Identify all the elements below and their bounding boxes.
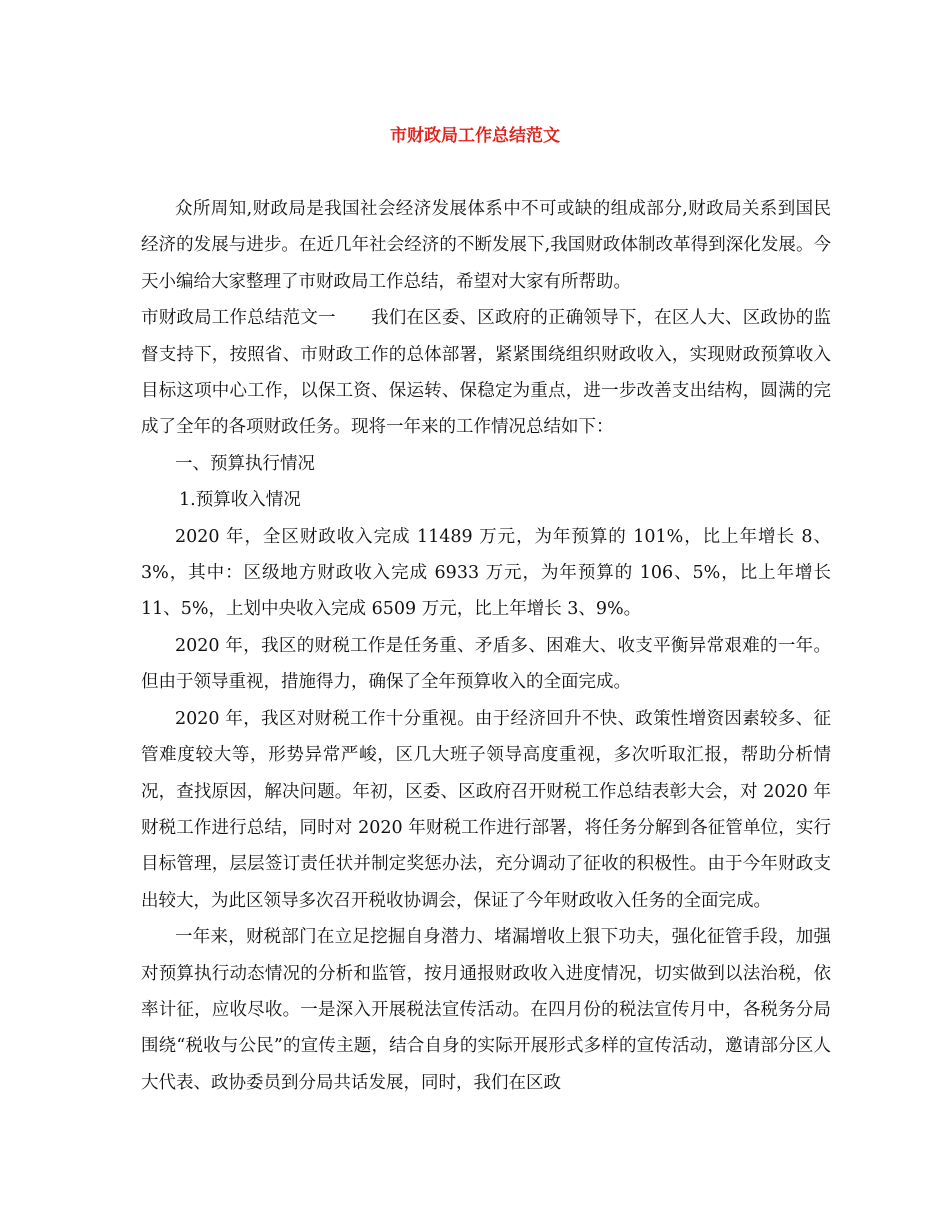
document-body: [141, 191, 831, 1101]
paragraph-tax-departments: 一年来，财税部门在立足挖掘自身潜力、堵漏增收上狠下功夫，强化征管手段，加强对预算执行动态情况的分析和监管，按月通报财政收入进度情况，切实做到以法治税，依率计征，应收尽收。一是深入开展税法宣传活动。在四月份的税法宣传月中，各税务分局围绕“税收与公民”的宣传主题，结合自身的实际开展形式多样的宣传活动，邀请部分区人大代表、政协委员到分局共话发展，同时，我们在区政: [141, 927, 831, 1093]
paragraph-tax-work-attention: 2020 年，我区对财税工作十分重视。由于经济回升不快、政策性增资因素较多、征管难度较大等，形势异常严峻，区几大班子领导高度重视，多次听取汇报，帮助分析情况，查找原因，解决问题。年初，区委、区政府召开财税工作总结表彰大会，对 2020 年财税工作进行总结，同时对 2020 年财税工作进行部署，将任务分解到各征管单位，实行目标管理，层层签订责任状并制定奖惩办法，充分调动了征收的积极性。由于今年财政支出较大，为此区领导多次召开税收协调会，保证了今年财政收入任务的全面完成。: [141, 708, 831, 911]
subsection-heading-budget-revenue: 1.预算收入情况: [179, 490, 301, 511]
section-heading-budget-execution: 一、预算执行情况: [175, 453, 315, 474]
document-title: 市财政局工作总结范文: [390, 126, 560, 146]
paragraph-tax-work-year: 2020 年，我区的财税工作是任务重、矛盾多、困难大、收支平衡异常艰难的一年。但由于领导重视，措施得力，确保了全年预算收入的全面完成。: [141, 635, 831, 693]
paragraph-intro: 众所周知,财政局是我国社会经济发展体系中不可或缺的组成部分,财政局关系到国民经济的发展与进步。在近几年社会经济的不断发展下,我国财政体制改革得到深化发展。今天小编给大家整理了市财政局工作总结，希望对大家有所帮助。: [141, 199, 831, 292]
paragraph-revenue-figures: 2020 年，全区财政收入完成 11489 万元，为年预算的 101%，比上年增长 8、3%，其中：区级地方财政收入完成 6933 万元，为年预算的 106、5%，比上年增长 11、5%，上划中央收入完成 6509 万元，比上年增长 3、9%。: [141, 526, 831, 620]
paragraph-summary-one: 市财政局工作总结范文一 我们在区委、区政府的正确领导下，在区人大、区政协的监督支持下，按照省、市财政工作的总体部署，紧紧围绕组织财政收入，实现财政预算收入目标这项中心工作，以保工资、保运转、保稳定为重点，进一步改善支出结构，圆满的完成了全年的各项财政任务。现将一年来的工作情况总结如下：: [141, 308, 831, 438]
